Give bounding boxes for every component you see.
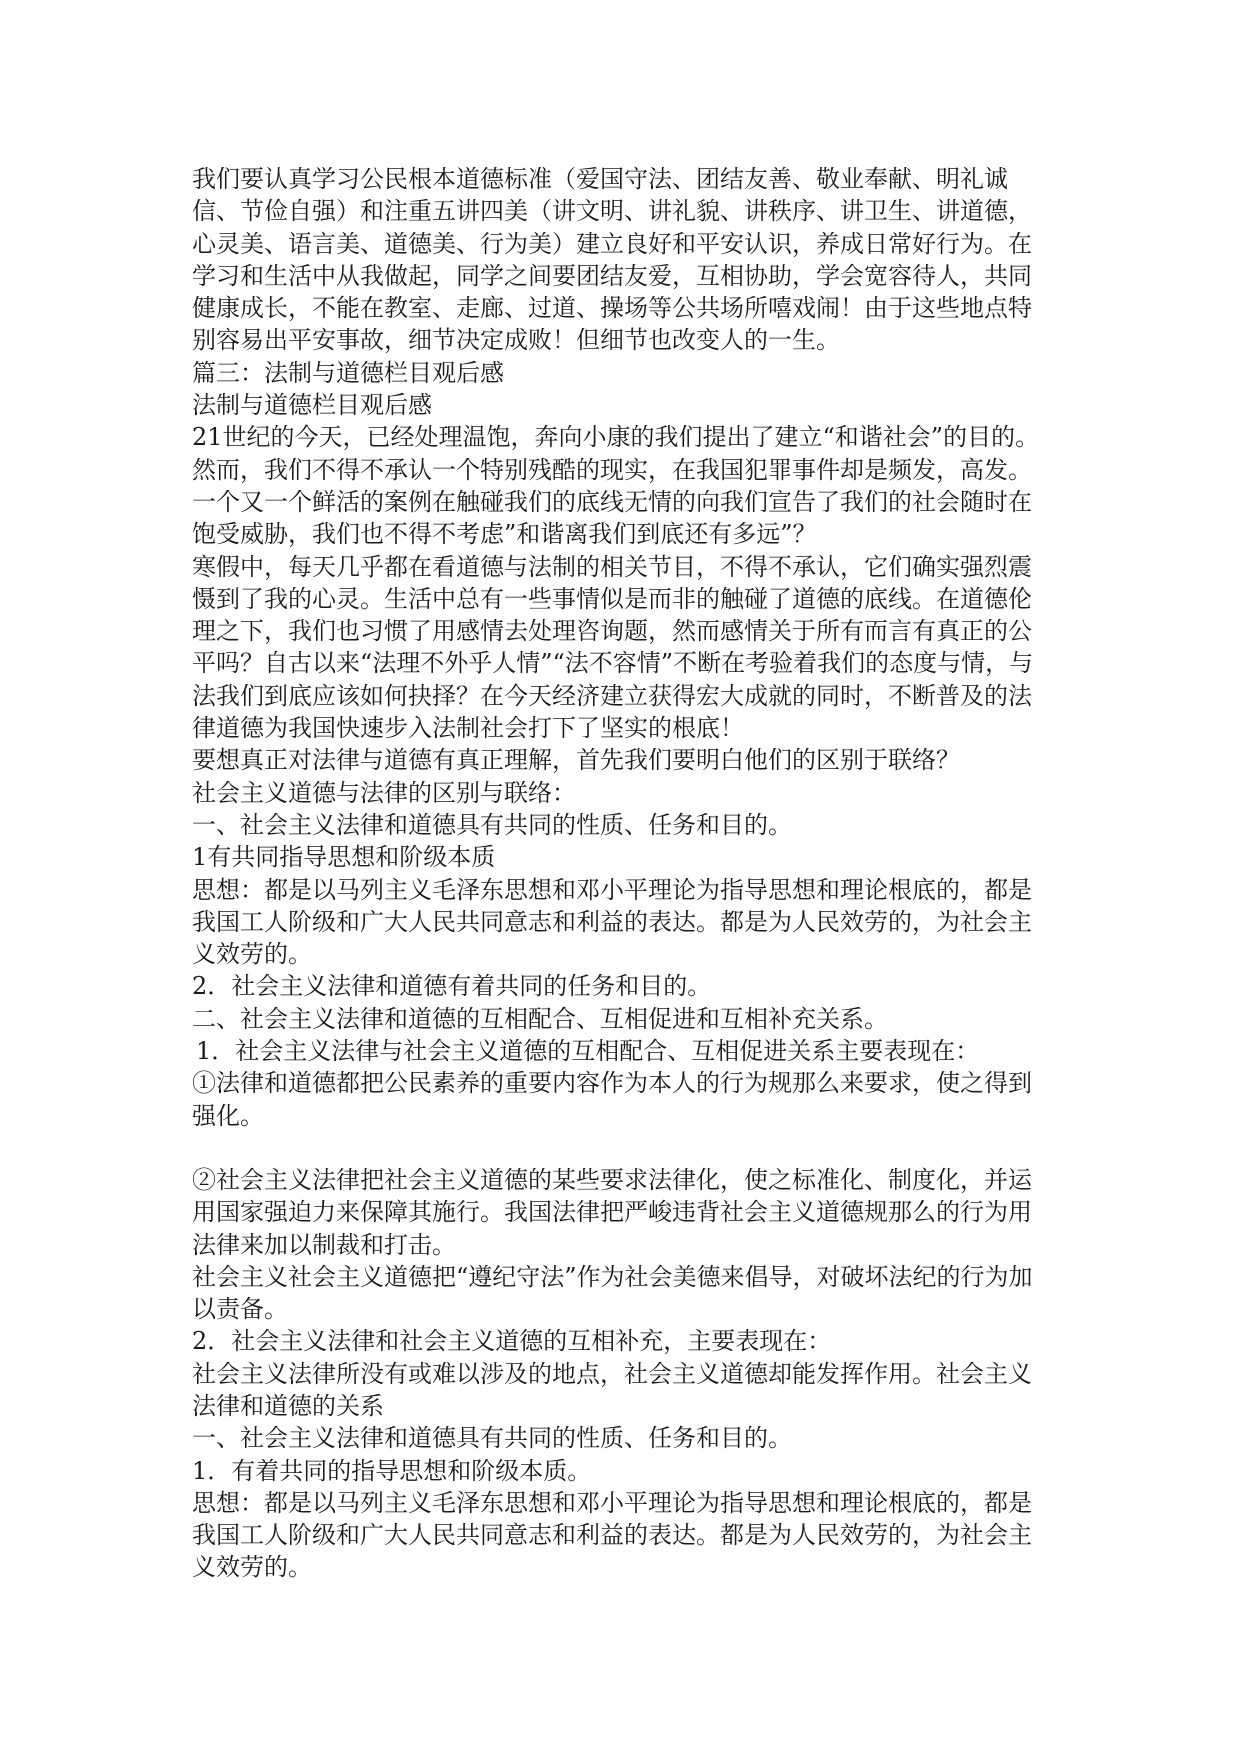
paragraph: 社会主义法律所没有或难以涉及的地点，社会主义道德却能发挥作用。社会主义法律和道德的关系 xyxy=(192,1359,1032,1420)
document-body xyxy=(192,163,1050,1584)
list-item: 1有共同指导思想和阶级本质 xyxy=(192,843,496,872)
paragraph-intro: 我们要认真学习公民根本道德标准（爱国守法、团结友善、敬业奉献、明礼诚信、节俭自强）和注重五讲四美（讲文明、讲礼貌、讲秩序、讲卫生、讲道德，心灵美、语言美、道德美、行为美）建立良好和平安认识，养成日常好行为。在学习和生活中从我做起，同学之间要团结友爱，互相协助，学会宽容待人，共同健康成长，不能在教室、走廊、过道、操场等公共场所嘻戏闹！由于这些地点特别容易出平安事故，细节决定成败！但细节也改变人的一生。 xyxy=(192,165,1032,355)
list-item: 2．社会主义法律和道德有着共同的任务和目的。 xyxy=(192,972,712,1001)
list-heading: 一、社会主义法律和道德具有共同的性质、任务和目的。 xyxy=(192,1424,792,1453)
paragraph: 思想：都是以马列主义毛泽东思想和邓小平理论为指导思想和理论根底的，都是我国工人阶级和广大人民共同意志和利益的表达。都是为人民效劳的，为社会主义效劳的。 xyxy=(192,875,1032,969)
section-heading: 篇三：法制与道德栏目观后感 xyxy=(192,358,504,387)
paragraph: 要想真正对法律与道德有真正理解，首先我们要明白他们的区别于联络？ xyxy=(192,746,960,775)
subheading: 社会主义道德与法律的区别与联络： xyxy=(192,778,576,807)
list-item: 1．有着共同的指导思想和阶级本质。 xyxy=(192,1456,592,1485)
list-item: 2．社会主义法律和社会主义道德的互相补充，主要表现在： xyxy=(192,1327,832,1356)
paragraph: 寒假中，每天几乎都在看道德与法制的相关节目，不得不承认，它们确实强烈震慑到了我的心灵。生活中总有一些事情似是而非的触碰了道德的底线。在道德伦理之下，我们也习惯了用感情去处理咨询题，然而感情关于所有而言有真正的公平吗？自古以来“法理不外乎人情”“法不容情”不断在考验着我们的态度与情，与法我们到底应该如何抉择？在今天经济建立获得宏大成就的同时，不断普及的法律道德为我国快速步入法制社会打下了坚实的根底！ xyxy=(192,552,1034,743)
paragraph: 社会主义社会主义道德把“遵纪守法”作为社会美德来倡导，对破坏法纪的行为加以责备。 xyxy=(192,1262,1033,1324)
list-item: 1．社会主义法律与社会主义道德的互相配合、互相促进关系主要表现在： xyxy=(196,1037,980,1066)
list-item: ①法律和道德都把公民素养的重要内容作为本人的行为规那么来要求，使之得到强化。 xyxy=(192,1069,1032,1130)
blank-line xyxy=(192,1132,1050,1164)
list-item: ②社会主义法律把社会主义道德的某些要求法律化，使之标准化、制度化，并运用国家强迫力来保障其施行。我国法律把严峻违背社会主义道德规那么的行为用法律来加以制裁和打击。 xyxy=(192,1165,1032,1259)
list-heading: 二、社会主义法律和道德的互相配合、互相促进和互相补充关系。 xyxy=(192,1004,888,1033)
paragraph: 21世纪的今天，已经处理温饱，奔向小康的我们提出了建立“和谐社会”的目的。然而，我们不得不承认一个特别残酷的现实，在我国犯罪事件却是频发，高发。一个又一个鲜活的案例在触碰我们的底线无情的向我们宣告了我们的社会随时在饱受威胁，我们也不得不考虑”和谐离我们到底还有多远”？ xyxy=(192,423,1040,549)
list-heading: 一、社会主义法律和道德具有共同的性质、任务和目的。 xyxy=(192,810,792,839)
paragraph: 思想：都是以马列主义毛泽东思想和邓小平理论为指导思想和理论根底的，都是我国工人阶级和广大人民共同意志和利益的表达。都是为人民效劳的，为社会主义效劳的。 xyxy=(192,1488,1032,1582)
article-title: 法制与道德栏目观后感 xyxy=(192,391,432,420)
